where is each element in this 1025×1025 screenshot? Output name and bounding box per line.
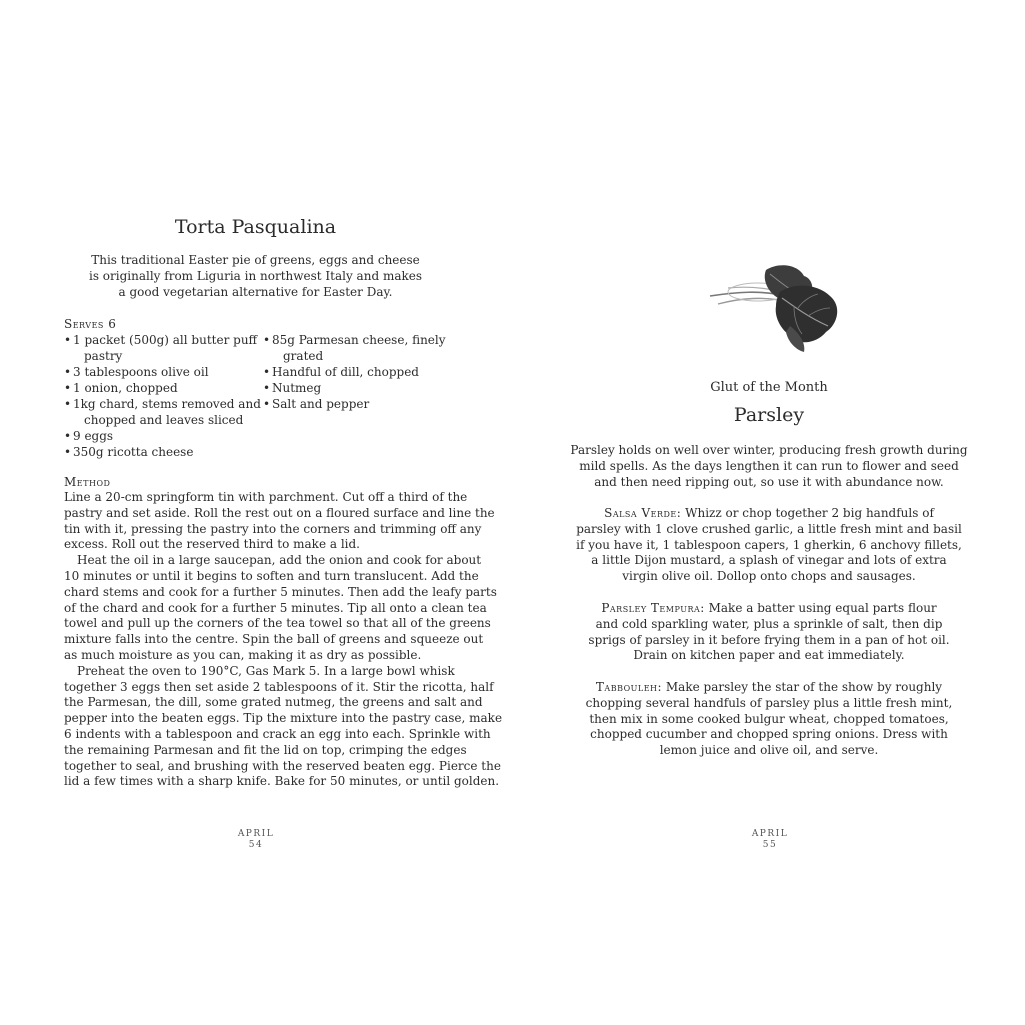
method-line: chard stems and cook for a further 5 minutes. Then add the leafy parts xyxy=(64,584,497,599)
ingredient-item xyxy=(64,428,260,444)
paragraph-line: then mix in some cooked bulgur wheat, chopped tomatoes, xyxy=(589,711,949,726)
paragraph-line: and cold sparkling water, plus a sprinkle of salt, then dip xyxy=(595,616,943,631)
section-title: Parsley xyxy=(733,404,805,426)
method-line: pastry and set aside. Roll the rest out on a floured surface and line the xyxy=(64,505,495,520)
ingredient-item xyxy=(263,396,453,412)
method-line: together 3 eggs then set aside 2 tablespoons of it. Stir the ricotta, half xyxy=(64,679,494,694)
ingredient-text: 1 packet (500g) all butter puff xyxy=(73,333,258,347)
method-line: Heat the oil in a large saucepan, add the onion and cook for about xyxy=(77,553,482,568)
ingredient-text-continued: pastry xyxy=(84,349,123,363)
left-page xyxy=(0,0,512,1025)
right-page xyxy=(512,0,1025,1025)
ingredient-text: Nutmeg xyxy=(272,381,322,395)
paragraph-line: Parsley holds on well over winter, producing fresh growth during xyxy=(570,443,968,457)
bullet-icon: • xyxy=(64,365,72,379)
ingredient-text: Handful of dill, chopped xyxy=(272,365,419,379)
salsa-verde-label: Salsa Verde: xyxy=(604,506,682,520)
paragraph-line: lemon juice and olive oil, and serve. xyxy=(659,743,879,758)
method-line: pepper into the beaten eggs. Tip the mixture into the pastry case, make xyxy=(64,711,503,726)
recipe-title: Torta Pasqualina xyxy=(174,216,337,238)
recipe-intro xyxy=(64,252,447,300)
ingredient-item xyxy=(263,332,453,364)
ingredient-item xyxy=(64,396,260,428)
ingredients-list-left xyxy=(64,332,260,460)
tempura-label: Parsley Tempura: xyxy=(601,601,705,615)
ingredients-list-right xyxy=(263,332,453,412)
ingredient-item xyxy=(64,364,260,380)
ingredient-text: 9 eggs xyxy=(73,429,114,443)
page-folio xyxy=(730,829,810,851)
ingredient-text: Salt and pepper xyxy=(272,397,370,411)
parsley-sprig-icon xyxy=(706,262,846,354)
ingredient-item xyxy=(64,444,260,460)
bullet-icon: • xyxy=(64,333,72,347)
method-line: towel and pull up the corners of the tea towel so that all of the greens xyxy=(64,616,491,631)
folio-month: APRIL xyxy=(237,829,275,839)
bullet-icon: • xyxy=(263,381,271,395)
paragraph-line: if you have it, 1 tablespoon capers, 1 gherkin, 6 anchovy fillets, xyxy=(576,537,962,552)
method-line: the Parmesan, the dill, some grated nutmeg, the greens and salt and xyxy=(64,695,483,710)
ingredient-item xyxy=(263,380,453,396)
recipe-intro-line: This traditional Easter pie of greens, eggs and cheese xyxy=(91,253,420,267)
bullet-icon: • xyxy=(64,381,72,395)
paragraph-line: parsley with 1 clove crushed garlic, a little fresh mint and basil xyxy=(576,521,962,536)
method-line: as much moisture as you can, making it as dry as possible. xyxy=(64,647,422,662)
paragraph-line: mild spells. As the days lengthen it can run to flower and seed xyxy=(579,458,959,473)
tempura-paragraph xyxy=(569,601,969,664)
page-folio xyxy=(216,829,296,851)
method-line: together to seal, and brushing with the reserved beaten egg. Pierce the xyxy=(64,758,501,773)
paragraph-line-text: Make parsley the star of the show by roughly xyxy=(662,680,943,694)
bullet-icon: • xyxy=(64,397,72,411)
paragraph-first-line xyxy=(569,601,969,617)
paragraph-line: virgin olive oil. Dollop onto chops and sausages. xyxy=(622,569,916,584)
ingredient-item xyxy=(64,380,260,396)
method-line: tin with it, pressing the pastry into the corners and trimming off any xyxy=(64,521,482,536)
method-line: 6 indents with a tablespoon and crack an egg into each. Sprinkle with xyxy=(64,726,491,741)
paragraph-first-line xyxy=(569,680,969,696)
bullet-icon: • xyxy=(64,445,72,459)
paragraph-line-text: Make a batter using equal parts flour xyxy=(704,601,937,615)
method-line: the remaining Parmesan and fit the lid on top, crimping the edges xyxy=(64,742,467,757)
paragraph-first-line xyxy=(569,506,969,522)
tabbouleh-label: Tabbouleh: xyxy=(595,680,663,694)
bullet-icon: • xyxy=(263,365,271,379)
method-line: mixture falls into the centre. Spin the ball of greens and squeeze out xyxy=(64,632,484,647)
ingredient-text: 1 onion, chopped xyxy=(73,381,178,395)
tabbouleh-paragraph xyxy=(569,680,969,759)
method-line: of the chard and cook for a further 5 minutes. Tip all onto a clean tea xyxy=(64,600,487,615)
parsley-intro xyxy=(569,443,969,490)
method-text xyxy=(64,490,503,790)
method-line: 10 minutes or until it begins to soften and turn translucent. Add the xyxy=(64,568,479,583)
method-line: Line a 20-cm springform tin with parchment. Cut off a third of the xyxy=(64,490,468,504)
paragraph-line: a little Dijon mustard, a splash of vinegar and lots of extra xyxy=(591,553,947,568)
paragraph-line: sprigs of parsley in it before frying them in a pan of hot oil. xyxy=(588,632,950,647)
recipe-intro-line: a good vegetarian alternative for Easter Day. xyxy=(118,285,393,299)
paragraph-line: chopping several handfuls of parsley plus a little fresh mint, xyxy=(585,695,953,710)
recipe-intro-line: is originally from Liguria in northwest Italy and makes xyxy=(88,269,423,283)
ingredient-text: 350g ricotta cheese xyxy=(73,445,194,459)
bullet-icon: • xyxy=(263,397,271,411)
ingredient-text-continued: chopped and leaves sliced xyxy=(84,413,244,427)
ingredient-item xyxy=(263,364,453,380)
ingredient-text-continued: grated xyxy=(283,349,324,363)
salsa-verde-paragraph xyxy=(569,506,969,585)
paragraph-line-text: Whizz or chop together 2 big handfuls of xyxy=(681,506,934,520)
paragraph-line: Drain on kitchen paper and eat immediately. xyxy=(633,648,905,663)
paragraph-line: chopped cucumber and chopped spring onions. Dress with xyxy=(590,727,948,742)
page-number: 54 xyxy=(248,840,264,850)
method-label: Method xyxy=(64,475,111,489)
ingredient-text: 3 tablespoons olive oil xyxy=(73,365,209,379)
folio-month: APRIL xyxy=(751,829,789,839)
method-line: lid a few times with a sharp knife. Bake for 50 minutes, or until golden. xyxy=(64,774,500,789)
method-line: Preheat the oven to 190°C, Gas Mark 5. In a large bowl whisk xyxy=(77,663,455,678)
ingredient-item xyxy=(64,332,260,364)
section-kicker: Glut of the Month xyxy=(710,380,828,395)
page-number: 55 xyxy=(762,840,778,850)
bullet-icon: • xyxy=(263,333,271,347)
paragraph-line: and then need ripping out, so use it with abundance now. xyxy=(594,474,944,489)
ingredient-text: 1kg chard, stems removed and xyxy=(73,397,261,411)
method-line: excess. Roll out the reserved third to make a lid. xyxy=(64,537,360,552)
bullet-icon: • xyxy=(64,429,72,443)
serves-label: Serves 6 xyxy=(64,317,117,331)
ingredient-text: 85g Parmesan cheese, finely xyxy=(272,333,446,347)
